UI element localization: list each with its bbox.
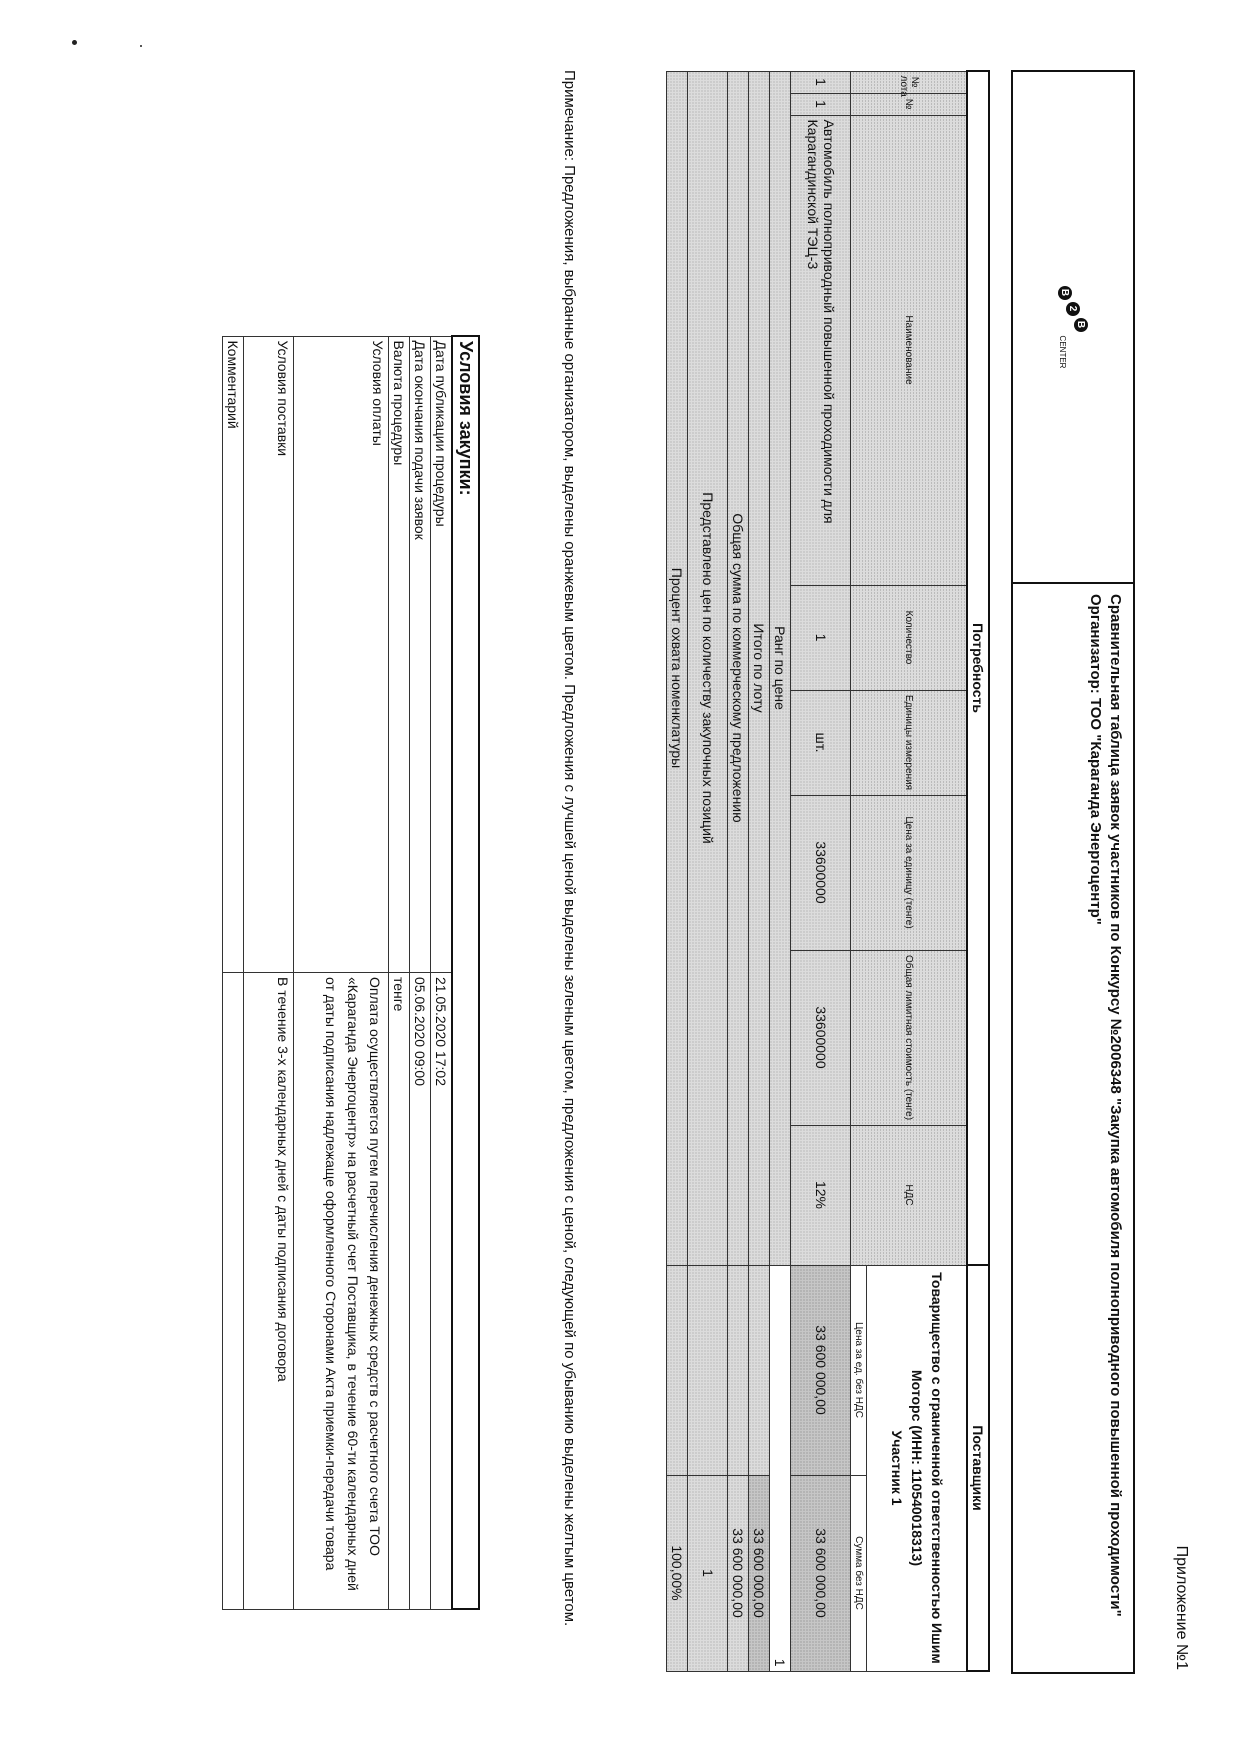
document-header [1011,70,1135,1674]
col-name: Наименование [851,115,967,585]
b2b-center-logo [1058,286,1088,369]
cell-qty: 1 [791,585,851,690]
conditions-title: Условия закупки: [452,336,479,1609]
condition-row [244,336,294,1609]
cell-supplier-sum: 33 600 000,00 [791,1475,851,1671]
col-no: № [851,93,967,115]
condition-row [431,336,453,1609]
summary-value: 1 [770,1265,791,1671]
summary-empty [749,1265,770,1475]
logo-cell [1013,72,1133,584]
condition-value: Оплата осуществляется путем перечисления денежных средств с расчетного счета ТОО «Караганда Энергоцентр» на расчетный счет Поставщика, в течение 60-ти календарных дней от даты подписания надлежаще оформленного Сторонами Акта приемки-передачи товара [294,973,389,1610]
condition-label: Комментарий [223,336,244,973]
condition-row [389,336,410,1609]
col-qty: Количество [851,585,967,690]
summary-label: Общая сумма по коммерческому предложению [728,71,749,1265]
cell-supplier-unit-price: 33 600 000,00 [791,1265,851,1475]
condition-label: Валюта процедуры [389,336,410,973]
col-lot-no: № лота [851,71,967,93]
summary-row-lot-total [749,71,770,1671]
condition-row [294,336,389,1609]
note-text: Предложения, выбранные организатором, выделены оранжевым цветом. Предложения с лучшей ценой выделены зеленым цветом, предложения с ценой, следующей по убыванию выделены желтым цветом. [561,161,578,1627]
supplier-header [867,1265,967,1671]
summary-row-positions [688,71,728,1671]
supplier-name: Товарищество с ограниченной ответственностью Ишим Моторс (ИНН: 110540018313) [908,1272,945,1664]
logo-letter: B [1058,286,1072,300]
col-supplier-sum: Сумма без НДС [851,1475,867,1671]
condition-label: Условия оплаты [294,336,389,973]
section-suppliers: Поставщики [967,1265,989,1671]
condition-row [410,336,431,1609]
summary-row-commercial-total [728,71,749,1671]
supplier-participant: Участник 1 [888,1430,905,1506]
summary-empty [688,1265,728,1475]
condition-value: В течение 3-х календарных дней с даты подписания договора [244,973,294,1610]
cell-unit: шт. [791,690,851,795]
note-label: Примечание: [561,70,578,161]
col-unit: Единицы измерения [851,690,967,795]
cell-no: 1 [791,93,851,115]
condition-label: Дата публикации процедуры [431,336,453,973]
note [558,70,580,1670]
condition-value: 21.05.2020 17:02 [431,973,453,1610]
organizer-line: Организатор: ТОО "Караганда Энергоцентр" [1087,594,1104,925]
document-page [160,40,1200,1700]
cell-total: 33600000 [791,950,851,1125]
summary-value: 1 [688,1475,728,1671]
condition-value: тенге [389,973,410,1610]
summary-label: Процент охвата номенклатуры [667,71,688,1265]
summary-value: 100,00% [667,1475,688,1671]
cell-lot: 1 [791,71,851,93]
comparison-table [667,70,991,1672]
condition-label: Дата окончания подачи заявок [410,336,431,973]
col-vat: НДС [851,1125,967,1265]
summary-empty [667,1265,688,1475]
header-text [1013,584,1133,1672]
summary-value: 33 600 000,00 [749,1475,770,1671]
col-supplier-unit-price: Цена за ед. без НДС [851,1265,867,1475]
summary-value: 33 600 000,00 [728,1475,749,1671]
col-unit-price: Цена за единицу (тенге) [851,795,967,950]
table-row [791,71,851,1671]
logo-subtitle: CENTER [1058,335,1067,369]
condition-row [223,336,244,1609]
cell-name: Автомобиль полноприводный повышенной проходимости для Карагандинской ТЭЦ-3 [791,115,851,585]
summary-label: Ранг по цене [770,71,791,1265]
conditions-table [222,335,480,1610]
appendix-label: Приложение №1 [1173,1545,1190,1670]
logo-letter: 2 [1066,302,1080,316]
cell-vat: 12% [791,1125,851,1265]
condition-value [223,973,244,1610]
condition-value: 05.06.2020 09:00 [410,973,431,1610]
summary-row-coverage [667,71,688,1671]
summary-empty [728,1265,749,1475]
scan-speck [72,40,77,45]
scan-speck [140,45,142,47]
page-title: Сравнительная таблица заявок участников по Конкурсу №2006348 "Закупка автомобиля полноприводного повышенной проходимости" [1107,594,1124,1617]
cell-unit-price: 33600000 [791,795,851,950]
section-need: Потребность [967,71,989,1265]
logo-letter: B [1074,318,1088,332]
summary-row-rank [770,71,791,1671]
summary-label: Итого по лоту [749,71,770,1265]
col-total-limit: Общая лимитная стоимость (тенге) [851,950,967,1125]
condition-label: Условия поставки [244,336,294,973]
summary-label: Представлено цен по количеству закупочных позиций [688,71,728,1265]
